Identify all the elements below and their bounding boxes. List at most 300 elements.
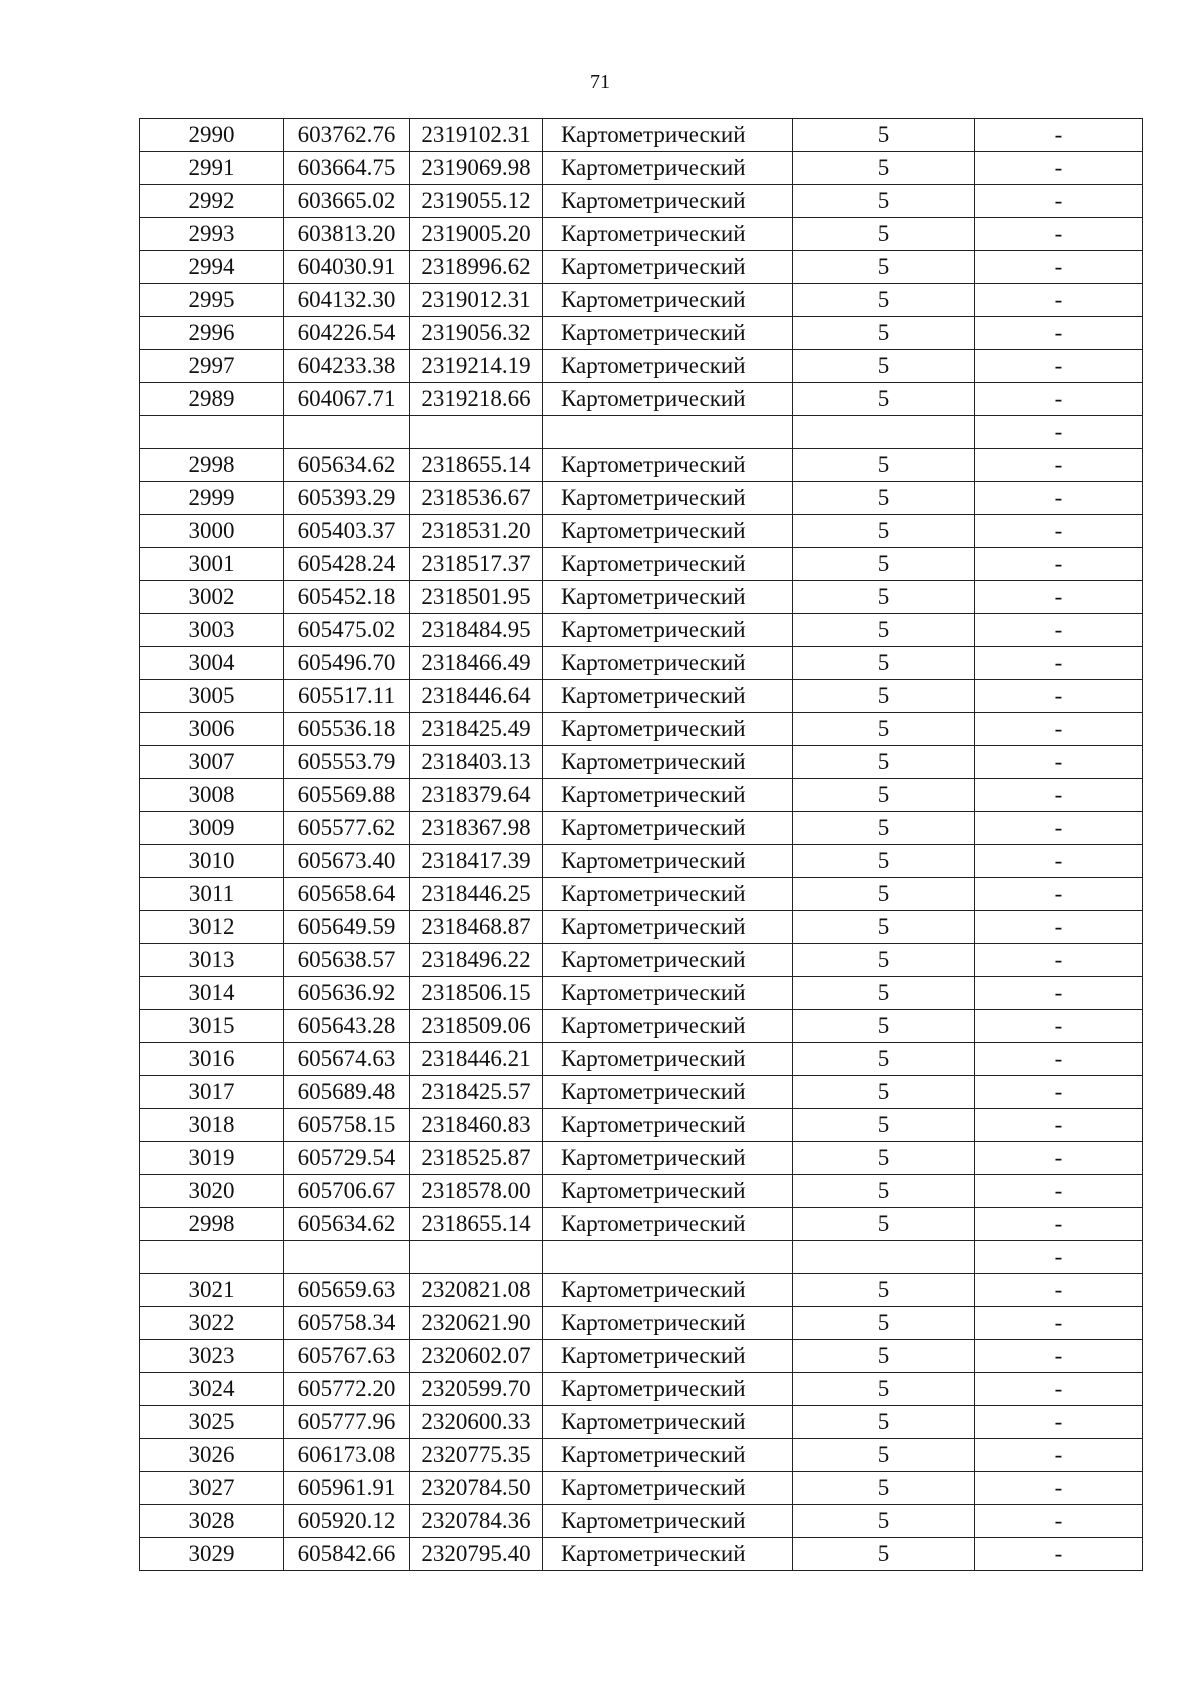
method-cell: Картометрический [543, 284, 793, 317]
point-number-cell: 3010 [140, 845, 284, 878]
accuracy-cell: 5 [793, 1274, 975, 1307]
x-coordinate-cell: 604067.71 [284, 383, 410, 416]
point-number-cell: 2999 [140, 482, 284, 515]
table-row [140, 713, 1143, 746]
x-coordinate-cell: 604030.91 [284, 251, 410, 284]
y-coordinate-cell: 2319218.66 [410, 383, 543, 416]
note-cell: - [975, 812, 1143, 845]
x-coordinate-cell: 605659.63 [284, 1274, 410, 1307]
method-cell: Картометрический [543, 878, 793, 911]
method-cell: Картометрический [543, 152, 793, 185]
y-coordinate-cell: 2318996.62 [410, 251, 543, 284]
x-coordinate-cell: 605767.63 [284, 1340, 410, 1373]
y-coordinate-cell: 2318425.57 [410, 1076, 543, 1109]
accuracy-cell: 5 [793, 1340, 975, 1373]
y-coordinate-cell [410, 416, 543, 449]
x-coordinate-cell: 605920.12 [284, 1505, 410, 1538]
table-row [140, 119, 1143, 152]
x-coordinate-cell: 605658.64 [284, 878, 410, 911]
y-coordinate-cell: 2318379.64 [410, 779, 543, 812]
accuracy-cell: 5 [793, 1175, 975, 1208]
y-coordinate-cell: 2318525.87 [410, 1142, 543, 1175]
x-coordinate-cell: 605636.92 [284, 977, 410, 1010]
table-row [140, 218, 1143, 251]
note-cell: - [975, 581, 1143, 614]
x-coordinate-cell: 605638.57 [284, 944, 410, 977]
x-coordinate-cell: 605577.62 [284, 812, 410, 845]
method-cell: Картометрический [543, 581, 793, 614]
point-number-cell: 3008 [140, 779, 284, 812]
method-cell: Картометрический [543, 1208, 793, 1241]
method-cell: Картометрический [543, 1109, 793, 1142]
method-cell: Картометрический [543, 746, 793, 779]
point-number-cell: 3015 [140, 1010, 284, 1043]
method-cell: Картометрический [543, 1076, 793, 1109]
x-coordinate-cell: 605961.91 [284, 1472, 410, 1505]
point-number-cell [140, 416, 284, 449]
page-number: 71 [590, 71, 610, 93]
point-number-cell: 3002 [140, 581, 284, 614]
note-cell: - [975, 317, 1143, 350]
x-coordinate-cell: 605777.96 [284, 1406, 410, 1439]
table-row [140, 1076, 1143, 1109]
x-coordinate-cell: 604226.54 [284, 317, 410, 350]
note-cell: - [975, 614, 1143, 647]
note-cell: - [975, 746, 1143, 779]
table-row [140, 383, 1143, 416]
y-coordinate-cell: 2320602.07 [410, 1340, 543, 1373]
accuracy-cell: 5 [793, 1208, 975, 1241]
method-cell: Картометрический [543, 647, 793, 680]
y-coordinate-cell [410, 1241, 543, 1274]
y-coordinate-cell: 2319055.12 [410, 185, 543, 218]
point-number-cell: 3007 [140, 746, 284, 779]
x-coordinate-cell: 605536.18 [284, 713, 410, 746]
accuracy-cell: 5 [793, 1439, 975, 1472]
x-coordinate-cell: 605758.15 [284, 1109, 410, 1142]
table-row [140, 1274, 1143, 1307]
point-number-cell: 2996 [140, 317, 284, 350]
x-coordinate-cell: 605553.79 [284, 746, 410, 779]
note-cell: - [975, 680, 1143, 713]
y-coordinate-cell: 2320775.35 [410, 1439, 543, 1472]
note-cell: - [975, 152, 1143, 185]
note-cell: - [975, 350, 1143, 383]
table-row [140, 680, 1143, 713]
note-cell: - [975, 779, 1143, 812]
accuracy-cell: 5 [793, 713, 975, 746]
accuracy-cell: 5 [793, 1010, 975, 1043]
note-cell: - [975, 1076, 1143, 1109]
point-number-cell: 3001 [140, 548, 284, 581]
note-cell: - [975, 449, 1143, 482]
method-cell: Картометрический [543, 548, 793, 581]
x-coordinate-cell: 605706.67 [284, 1175, 410, 1208]
accuracy-cell: 5 [793, 317, 975, 350]
method-cell: Картометрический [543, 1307, 793, 1340]
method-cell: Картометрический [543, 944, 793, 977]
table-row [140, 1505, 1143, 1538]
accuracy-cell: 5 [793, 614, 975, 647]
accuracy-cell: 5 [793, 878, 975, 911]
x-coordinate-cell: 605452.18 [284, 581, 410, 614]
note-cell: - [975, 1043, 1143, 1076]
note-cell: - [975, 548, 1143, 581]
y-coordinate-cell: 2318517.37 [410, 548, 543, 581]
table-row [140, 581, 1143, 614]
accuracy-cell: 5 [793, 218, 975, 251]
accuracy-cell: 5 [793, 383, 975, 416]
y-coordinate-cell: 2320621.90 [410, 1307, 543, 1340]
y-coordinate-cell: 2318367.98 [410, 812, 543, 845]
point-number-cell: 2993 [140, 218, 284, 251]
note-cell: - [975, 482, 1143, 515]
point-number-cell: 2990 [140, 119, 284, 152]
y-coordinate-cell: 2319012.31 [410, 284, 543, 317]
accuracy-cell: 5 [793, 1505, 975, 1538]
x-coordinate-cell: 603762.76 [284, 119, 410, 152]
table-row [140, 1373, 1143, 1406]
method-cell [543, 1241, 793, 1274]
point-number-cell: 3022 [140, 1307, 284, 1340]
x-coordinate-cell: 605772.20 [284, 1373, 410, 1406]
x-coordinate-cell: 605842.66 [284, 1538, 410, 1571]
accuracy-cell: 5 [793, 185, 975, 218]
point-number-cell: 3017 [140, 1076, 284, 1109]
y-coordinate-cell: 2319102.31 [410, 119, 543, 152]
note-cell: - [975, 647, 1143, 680]
method-cell: Картометрический [543, 1010, 793, 1043]
accuracy-cell: 5 [793, 1538, 975, 1571]
table-row [140, 1241, 1143, 1274]
y-coordinate-cell: 2318460.83 [410, 1109, 543, 1142]
note-cell: - [975, 1175, 1143, 1208]
accuracy-cell: 5 [793, 515, 975, 548]
table-row [140, 779, 1143, 812]
note-cell: - [975, 1208, 1143, 1241]
point-number-cell: 3006 [140, 713, 284, 746]
method-cell: Картометрический [543, 779, 793, 812]
accuracy-cell: 5 [793, 449, 975, 482]
point-number-cell: 2998 [140, 1208, 284, 1241]
accuracy-cell: 5 [793, 647, 975, 680]
method-cell: Картометрический [543, 1274, 793, 1307]
y-coordinate-cell: 2320600.33 [410, 1406, 543, 1439]
x-coordinate-cell: 605649.59 [284, 911, 410, 944]
point-number-cell: 3029 [140, 1538, 284, 1571]
method-cell: Картометрический [543, 515, 793, 548]
table-row [140, 746, 1143, 779]
accuracy-cell: 5 [793, 119, 975, 152]
x-coordinate-cell: 605428.24 [284, 548, 410, 581]
table-row [140, 1472, 1143, 1505]
table-row [140, 647, 1143, 680]
method-cell: Картометрический [543, 1175, 793, 1208]
point-number-cell: 3023 [140, 1340, 284, 1373]
y-coordinate-cell: 2320599.70 [410, 1373, 543, 1406]
accuracy-cell: 5 [793, 350, 975, 383]
note-cell: - [975, 977, 1143, 1010]
table-row [140, 911, 1143, 944]
table-row [140, 251, 1143, 284]
method-cell: Картометрический [543, 977, 793, 1010]
accuracy-cell: 5 [793, 548, 975, 581]
accuracy-cell: 5 [793, 1076, 975, 1109]
y-coordinate-cell: 2318466.49 [410, 647, 543, 680]
y-coordinate-cell: 2318446.21 [410, 1043, 543, 1076]
x-coordinate-cell: 606173.08 [284, 1439, 410, 1472]
accuracy-cell: 5 [793, 845, 975, 878]
accuracy-cell: 5 [793, 1307, 975, 1340]
accuracy-cell: 5 [793, 1406, 975, 1439]
y-coordinate-cell: 2320821.08 [410, 1274, 543, 1307]
x-coordinate-cell: 603665.02 [284, 185, 410, 218]
x-coordinate-cell: 605569.88 [284, 779, 410, 812]
note-cell: - [975, 416, 1143, 449]
accuracy-cell: 5 [793, 977, 975, 1010]
accuracy-cell: 5 [793, 1142, 975, 1175]
point-number-cell: 3016 [140, 1043, 284, 1076]
note-cell: - [975, 119, 1143, 152]
note-cell: - [975, 1307, 1143, 1340]
table-row [140, 1538, 1143, 1571]
table-row [140, 548, 1143, 581]
note-cell: - [975, 1373, 1143, 1406]
point-number-cell: 2994 [140, 251, 284, 284]
note-cell: - [975, 1406, 1143, 1439]
accuracy-cell: 5 [793, 680, 975, 713]
x-coordinate-cell: 605689.48 [284, 1076, 410, 1109]
accuracy-cell: 5 [793, 152, 975, 185]
point-number-cell: 3026 [140, 1439, 284, 1472]
accuracy-cell: 5 [793, 812, 975, 845]
method-cell: Картометрический [543, 1373, 793, 1406]
method-cell: Картометрический [543, 383, 793, 416]
table-row [140, 317, 1143, 350]
x-coordinate-cell: 603813.20 [284, 218, 410, 251]
y-coordinate-cell: 2318536.67 [410, 482, 543, 515]
table-row [140, 284, 1143, 317]
y-coordinate-cell: 2318425.49 [410, 713, 543, 746]
table-row [140, 1043, 1143, 1076]
y-coordinate-cell: 2318501.95 [410, 581, 543, 614]
accuracy-cell: 5 [793, 251, 975, 284]
table-row [140, 977, 1143, 1010]
point-number-cell: 3019 [140, 1142, 284, 1175]
y-coordinate-cell: 2318484.95 [410, 614, 543, 647]
note-cell: - [975, 911, 1143, 944]
x-coordinate-cell: 605674.63 [284, 1043, 410, 1076]
table-row [140, 1175, 1143, 1208]
point-number-cell: 3004 [140, 647, 284, 680]
x-coordinate-cell: 605475.02 [284, 614, 410, 647]
x-coordinate-cell: 603664.75 [284, 152, 410, 185]
method-cell: Картометрический [543, 1043, 793, 1076]
accuracy-cell: 5 [793, 1043, 975, 1076]
point-number-cell: 3018 [140, 1109, 284, 1142]
method-cell: Картометрический [543, 1340, 793, 1373]
accuracy-cell: 5 [793, 284, 975, 317]
y-coordinate-cell: 2318509.06 [410, 1010, 543, 1043]
method-cell: Картометрический [543, 1472, 793, 1505]
x-coordinate-cell: 605634.62 [284, 449, 410, 482]
table-row [140, 944, 1143, 977]
y-coordinate-cell: 2320784.36 [410, 1505, 543, 1538]
table-row [140, 515, 1143, 548]
method-cell: Картометрический [543, 1505, 793, 1538]
point-number-cell: 3025 [140, 1406, 284, 1439]
note-cell: - [975, 845, 1143, 878]
y-coordinate-cell: 2318506.15 [410, 977, 543, 1010]
accuracy-cell [793, 416, 975, 449]
y-coordinate-cell: 2320784.50 [410, 1472, 543, 1505]
x-coordinate-cell [284, 1241, 410, 1274]
note-cell: - [975, 1340, 1143, 1373]
accuracy-cell [793, 1241, 975, 1274]
method-cell: Картометрический [543, 812, 793, 845]
note-cell: - [975, 1241, 1143, 1274]
point-number-cell: 2991 [140, 152, 284, 185]
x-coordinate-cell: 605517.11 [284, 680, 410, 713]
method-cell: Картометрический [543, 614, 793, 647]
note-cell: - [975, 218, 1143, 251]
point-number-cell: 2995 [140, 284, 284, 317]
method-cell: Картометрический [543, 713, 793, 746]
method-cell: Картометрический [543, 1538, 793, 1571]
method-cell: Картометрический [543, 1439, 793, 1472]
table-row [140, 614, 1143, 647]
point-number-cell [140, 1241, 284, 1274]
method-cell: Картометрический [543, 911, 793, 944]
coordinates-table-body [140, 119, 1143, 1571]
point-number-cell: 2989 [140, 383, 284, 416]
note-cell: - [975, 284, 1143, 317]
table-row [140, 1142, 1143, 1175]
accuracy-cell: 5 [793, 746, 975, 779]
point-number-cell: 3014 [140, 977, 284, 1010]
x-coordinate-cell: 605758.34 [284, 1307, 410, 1340]
y-coordinate-cell: 2318417.39 [410, 845, 543, 878]
note-cell: - [975, 185, 1143, 218]
note-cell: - [975, 1439, 1143, 1472]
y-coordinate-cell: 2318446.64 [410, 680, 543, 713]
method-cell [543, 416, 793, 449]
y-coordinate-cell: 2318655.14 [410, 1208, 543, 1241]
y-coordinate-cell: 2318531.20 [410, 515, 543, 548]
table-row [140, 1307, 1143, 1340]
note-cell: - [975, 515, 1143, 548]
table-row [140, 812, 1143, 845]
note-cell: - [975, 1010, 1143, 1043]
point-number-cell: 2992 [140, 185, 284, 218]
table-row [140, 185, 1143, 218]
point-number-cell: 3028 [140, 1505, 284, 1538]
point-number-cell: 2997 [140, 350, 284, 383]
method-cell: Картометрический [543, 845, 793, 878]
y-coordinate-cell: 2319214.19 [410, 350, 543, 383]
accuracy-cell: 5 [793, 581, 975, 614]
point-number-cell: 3005 [140, 680, 284, 713]
point-number-cell: 3024 [140, 1373, 284, 1406]
point-number-cell: 3011 [140, 878, 284, 911]
x-coordinate-cell: 605393.29 [284, 482, 410, 515]
note-cell: - [975, 1538, 1143, 1571]
point-number-cell: 3012 [140, 911, 284, 944]
accuracy-cell: 5 [793, 911, 975, 944]
note-cell: - [975, 1505, 1143, 1538]
x-coordinate-cell [284, 416, 410, 449]
y-coordinate-cell: 2318468.87 [410, 911, 543, 944]
table-row [140, 1439, 1143, 1472]
method-cell: Картометрический [543, 1142, 793, 1175]
x-coordinate-cell: 605634.62 [284, 1208, 410, 1241]
point-number-cell: 3013 [140, 944, 284, 977]
x-coordinate-cell: 605643.28 [284, 1010, 410, 1043]
point-number-cell: 2998 [140, 449, 284, 482]
accuracy-cell: 5 [793, 1109, 975, 1142]
x-coordinate-cell: 605496.70 [284, 647, 410, 680]
method-cell: Картометрический [543, 119, 793, 152]
point-number-cell: 3020 [140, 1175, 284, 1208]
table-row [140, 1208, 1143, 1241]
point-number-cell: 3027 [140, 1472, 284, 1505]
point-number-cell: 3003 [140, 614, 284, 647]
table-row [140, 482, 1143, 515]
note-cell: - [975, 383, 1143, 416]
point-number-cell: 3000 [140, 515, 284, 548]
accuracy-cell: 5 [793, 1472, 975, 1505]
coordinates-table [139, 118, 1143, 1571]
table-row [140, 1010, 1143, 1043]
note-cell: - [975, 713, 1143, 746]
x-coordinate-cell: 604132.30 [284, 284, 410, 317]
accuracy-cell: 5 [793, 944, 975, 977]
x-coordinate-cell: 605729.54 [284, 1142, 410, 1175]
method-cell: Картометрический [543, 482, 793, 515]
method-cell: Картометрический [543, 317, 793, 350]
y-coordinate-cell: 2318403.13 [410, 746, 543, 779]
y-coordinate-cell: 2319056.32 [410, 317, 543, 350]
note-cell: - [975, 944, 1143, 977]
y-coordinate-cell: 2319005.20 [410, 218, 543, 251]
note-cell: - [975, 1472, 1143, 1505]
y-coordinate-cell: 2319069.98 [410, 152, 543, 185]
table-row [140, 416, 1143, 449]
method-cell: Картометрический [543, 1406, 793, 1439]
x-coordinate-cell: 604233.38 [284, 350, 410, 383]
note-cell: - [975, 1109, 1143, 1142]
table-row [140, 845, 1143, 878]
x-coordinate-cell: 605673.40 [284, 845, 410, 878]
method-cell: Картометрический [543, 251, 793, 284]
table-row [140, 878, 1143, 911]
accuracy-cell: 5 [793, 1373, 975, 1406]
table-row [140, 449, 1143, 482]
note-cell: - [975, 878, 1143, 911]
table-row [140, 350, 1143, 383]
method-cell: Картометрический [543, 218, 793, 251]
method-cell: Картометрический [543, 185, 793, 218]
accuracy-cell: 5 [793, 779, 975, 812]
accuracy-cell: 5 [793, 482, 975, 515]
y-coordinate-cell: 2318446.25 [410, 878, 543, 911]
method-cell: Картометрический [543, 449, 793, 482]
method-cell: Картометрический [543, 350, 793, 383]
x-coordinate-cell: 605403.37 [284, 515, 410, 548]
table-row [140, 1340, 1143, 1373]
method-cell: Картометрический [543, 680, 793, 713]
table-row [140, 1406, 1143, 1439]
